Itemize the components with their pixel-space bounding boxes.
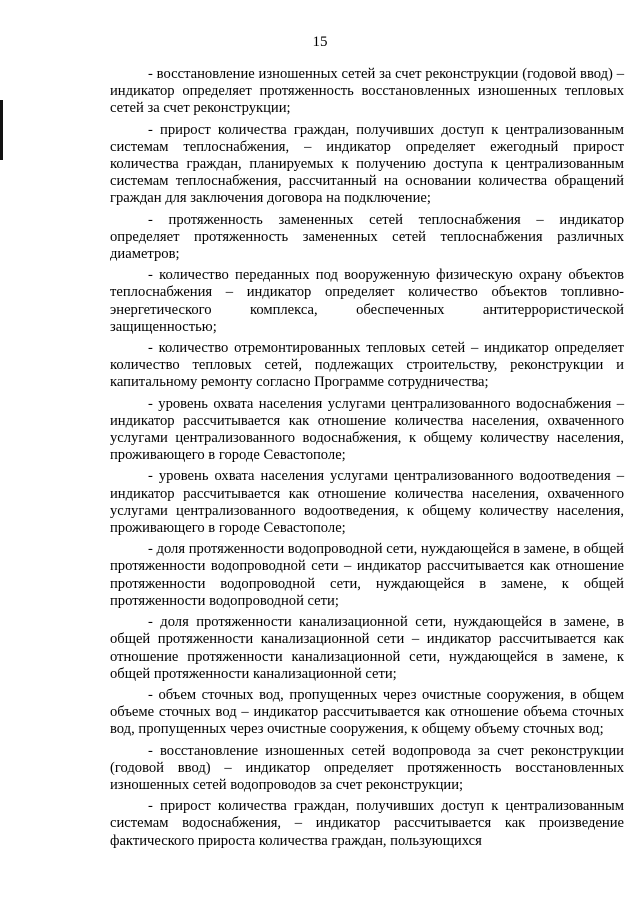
indicator-paragraph: - количество переданных под вооруженную физическую охрану объектов теплоснабжения – индикатор определяет количество объектов топливно-энергетического комплекса, обеспеченных антитеррористической защищенностью; xyxy=(110,267,624,335)
page-number: 15 xyxy=(312,34,328,50)
indicator-paragraph: - количество отремонтированных тепловых сетей – индикатор определяет количество тепловых сетей, подлежащих строительству, реконструкции и капитальному ремонту согласно Программе сотрудничества; xyxy=(110,340,624,391)
indicator-paragraph: - доля протяженности канализационной сети, нуждающейся в замене, в общей протяженности канализационной сети – индикатор рассчитывается как отношение протяженности канализационной сети, нуждающейся в замене, к общей протяженности канализационной сети; xyxy=(110,614,624,682)
indicator-paragraph: - уровень охвата населения услугами централизованного водоотведения – индикатор рассчитывается как отношение количества населения, охваченного услугами централизованного водоотведения, к общему количеству населения, проживающего в городе Севастополе; xyxy=(110,468,624,537)
indicator-paragraph: - восстановление изношенных сетей за счет реконструкции (годовой ввод) – индикатор определяет протяженность восстановленных изношенных тепловых сетей за счет реконструкции; xyxy=(110,66,624,117)
indicator-paragraph: - прирост количества граждан, получивших доступ к централизованным системам теплоснабжения, – индикатор определяет ежегодный прирост количества граждан, планируемых к получению доступа к централизованным системам теплоснабжения, рассчитанный на основании количества обращений граждан для заключения договора на подключение; xyxy=(110,121,624,207)
indicator-paragraph: - прирост количества граждан, получивших доступ к централизованным системам водоснабжения, – индикатор рассчитывается как произведение фактического прироста количества граждан, пользующихся xyxy=(110,798,624,849)
indicator-paragraph: - восстановление изношенных сетей водопровода за счет реконструкции (годовой ввод) – индикатор определяет протяженность восстановленных изношенных сетей водопроводов за счет реконструкции; xyxy=(110,742,624,793)
scan-edge-mark xyxy=(0,100,3,160)
indicator-paragraph: - уровень охвата населения услугами централизованного водоснабжения – индикатор рассчитывается как отношение количества населения, охваченного услугами централизованного водоснабжения, к общему количеству населения, проживающего в городе Севастополе; xyxy=(110,395,624,464)
indicator-paragraph: - протяженность замененных сетей теплоснабжения – индикатор определяет протяженность замененных сетей теплоснабжения различных диаметров; xyxy=(110,211,624,263)
indicator-paragraph: - объем сточных вод, пропущенных через очистные сооружения, в общем объеме сточных вод – индикатор рассчитывается как отношение объема сточных вод, пропущенных через очистные сооружения, к общему объему сточных вод; xyxy=(110,686,624,738)
document-body xyxy=(110,66,624,854)
indicator-paragraph: - доля протяженности водопроводной сети, нуждающейся в замене, в общей протяженности водопроводной сети – индикатор рассчитывается как отношение протяженности водопроводной сети, нуждающейся в замене, к общей протяженности водопроводной сети; xyxy=(110,541,624,609)
